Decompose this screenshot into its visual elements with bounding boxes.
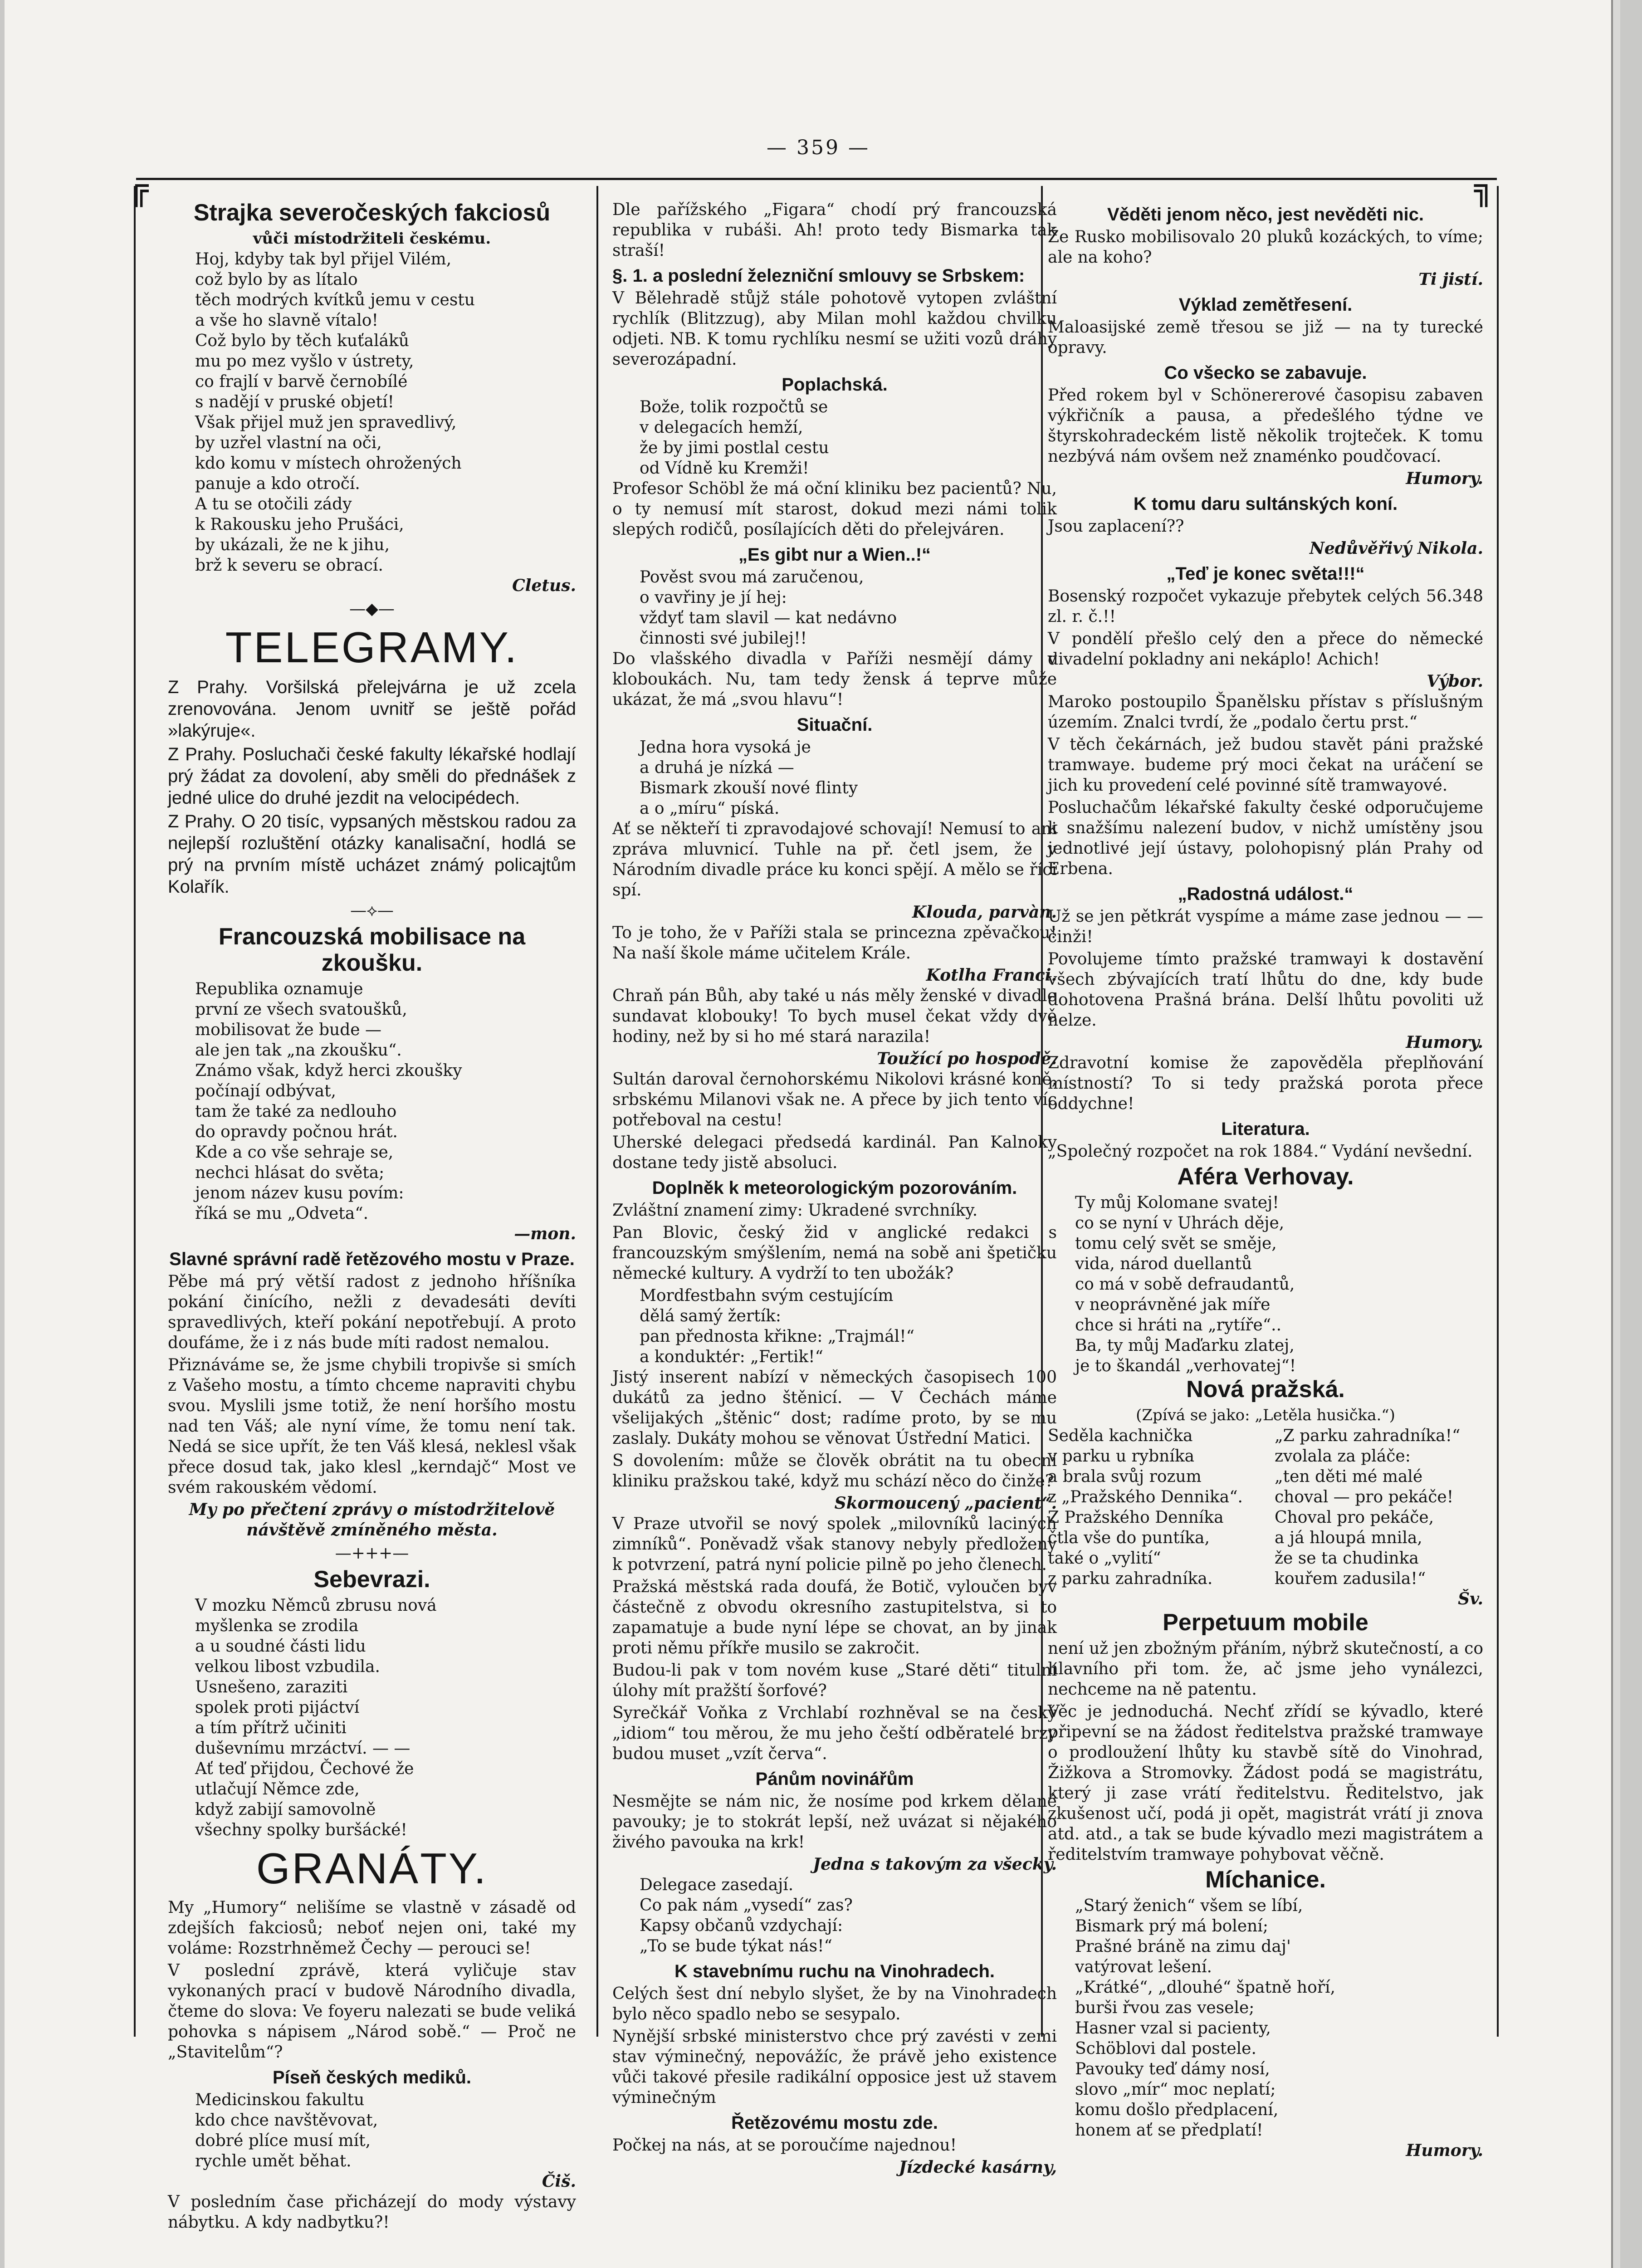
paragraph: V Bělehradě stůjž stále pohotově vytopen zvláštní rychlík (Blitzzug), aby Milan mohl každou chvilku odjeti. NB. K tomu rychlíku nesmí se užiti vozů dráhy severozápadní. bbox=[612, 289, 1057, 369]
signature: Kotlha Franci. bbox=[926, 966, 1057, 985]
verse-line: v parku u rybníka bbox=[1048, 1447, 1195, 1466]
paragraph: S dovolením: může se člověk obrátit na tu obecní kliniku pražskou také, když mu schází něco do činže? bbox=[612, 1452, 1057, 1491]
poem bbox=[640, 737, 1057, 819]
verse-line: mu po mez vyšlo v ústrety, bbox=[195, 352, 414, 371]
poem bbox=[195, 2090, 576, 2171]
verse-line: Známo však, když herci zkoušky bbox=[195, 1061, 462, 1080]
poem bbox=[640, 1875, 1057, 1956]
verse-line: Kde a co vše sehraje se, bbox=[195, 1143, 394, 1162]
paragraph: Zvláštní znamení zimy: Ukradené svrchníky. bbox=[612, 1201, 978, 1220]
paragraph: Ať se někteří ti zpravodajové schovají! Nemusí to ani zpráva mluvnicí. Tuhle na př. četl jsem, že v Národním divadle práce ku konci spějí. A mělo se říci spí. bbox=[612, 820, 1057, 899]
signature: —mon. bbox=[514, 1224, 576, 1243]
verse-line: panuje a kdo otročí. bbox=[195, 474, 360, 493]
paragraph: Pěbe má prý větší radost z jednoho hříšníka pokání činícího, nežli z devadesáti devíti spravedlivých, kteří pokání nepotřebují. A proto doufáme, že i z nás bude míti radost nemalou. bbox=[168, 1272, 576, 1352]
article-title: Poplachská. bbox=[782, 375, 888, 395]
scan-edge bbox=[1611, 0, 1620, 2268]
signature: Humory. bbox=[1406, 469, 1483, 488]
telegram-list bbox=[168, 676, 576, 898]
signature: Humory. bbox=[1406, 1033, 1483, 1052]
column-2 bbox=[612, 200, 1057, 2178]
verse-line: Ať teď přijdou, Čechové že bbox=[195, 1760, 414, 1778]
verse-line: mobilisovat že bude — bbox=[195, 1021, 381, 1039]
article-title: Sebevrazi. bbox=[313, 1566, 430, 1593]
verse-line: v neoprávněné jak míře bbox=[1075, 1295, 1271, 1314]
verse-line: a u soudné části lidu bbox=[195, 1637, 366, 1656]
verse-line: a brala svůj rozum bbox=[1048, 1467, 1202, 1486]
signature: Toužící po hospodě. bbox=[876, 1049, 1057, 1068]
article-title: Doplněk k meteorologickým pozorováním. bbox=[652, 1178, 1017, 1198]
paragraph: To je toho, že v Paříži stala se princezna zpěvačkou! Na naší škole máme učitelem Krále. bbox=[612, 924, 1057, 963]
article-title: „Teď je konec světa!!!“ bbox=[1166, 564, 1365, 584]
verse-line: duševnímu mrzáctví. — — bbox=[195, 1739, 410, 1758]
paragraph: Pan Blovic, český žid v anglické redakci s francouzským smýšlením, nemá na sobě ani špetičku německé kultury. A vydrží to ten ubožák? bbox=[612, 1223, 1057, 1283]
paragraph: Syrečkář Voňka z Vrchlabí rozhněval se na český „idiom“ tou měrou, že mu jeho čeští odběratelé brzy budou muset „vzít červa“. bbox=[612, 1704, 1057, 1763]
verse-line: Republika oznamuje bbox=[195, 980, 363, 998]
verse-line: slovo „mír“ moc neplatí; bbox=[1075, 2080, 1276, 2099]
article-title: K tomu daru sultánských koní. bbox=[1133, 494, 1398, 514]
column-rule bbox=[596, 186, 598, 2037]
verse-line: Mordfestbahn svým cestujícím bbox=[640, 1286, 894, 1305]
signature: Ti jistí. bbox=[1418, 270, 1483, 289]
verse-line: dělá samý žertík: bbox=[640, 1307, 782, 1325]
verse-line: Ty můj Kolomane svatej! bbox=[1075, 1193, 1279, 1212]
article-title: Perpetuum mobile bbox=[1163, 1609, 1368, 1636]
verse-line: Kapsy občanů vzdychají: bbox=[640, 1916, 843, 1935]
verse-line: což bylo by as lítalo bbox=[195, 270, 358, 289]
verse-line: z parku zahradníka. bbox=[1048, 1569, 1213, 1588]
verse-line: Co pak nám „vysedí“ zas? bbox=[640, 1896, 853, 1915]
article-subtitle: (Zpívá se jako: „Letěla husička.“) bbox=[1136, 1406, 1395, 1424]
verse-line: vida, národ duellantů bbox=[1075, 1255, 1252, 1273]
article-title: Nová pražská. bbox=[1186, 1376, 1345, 1403]
paragraph: Přiznáváme se, že jsme chybili tropivše si smích z Vašeho mostu, a tímto chceme napraviti chybu svou. Myslili jsme totiž, že není horšího mostu nad ten Váš; ale nyní víme, že tomu není tak. Nedá se sice upřít, že ten Váš klesá, neklesl však přece dosud tak, jako klesl „kerndajč“ Most ve svém rakouském vědomí. bbox=[168, 1356, 576, 1497]
paragraph: Maloasijské země třesou se již — na ty turecké opravy. bbox=[1048, 318, 1483, 357]
verse-line: Usnešeno, zaraziti bbox=[195, 1678, 348, 1696]
verse-line: říká se mu „Odveta“. bbox=[195, 1204, 369, 1223]
article-title: Co všecko se zabavuje. bbox=[1164, 363, 1367, 383]
signature: Skormoucený „pacient“. bbox=[834, 1494, 1057, 1513]
verse-line: Medicinskou fakultu bbox=[195, 2091, 365, 2109]
column-rule bbox=[1497, 186, 1499, 2037]
verse-line: tomu celý svět se směje, bbox=[1075, 1234, 1277, 1253]
verse-line: a konduktér: „Fertik!“ bbox=[640, 1348, 824, 1366]
verse-line: a druhá je nízká — bbox=[640, 758, 794, 777]
telegram-item: Z Prahy. Posluchači české fakulty lékařské hodlají prý žádat za dovolení, aby směli do přednášek z jedné ulice do druhé jezdit na velocipédech. bbox=[168, 744, 576, 808]
section-heading: GRANÁTY. bbox=[256, 1844, 488, 1893]
article-title: Situační. bbox=[797, 715, 873, 735]
article-title: Míchanice. bbox=[1205, 1867, 1326, 1893]
verse-line: brž k severu se obrací. bbox=[195, 556, 383, 575]
verse-line: „Starý ženich“ všem se líbí, bbox=[1075, 1897, 1303, 1915]
paragraph: Nynější srbské ministerstvo chce prý zavésti v zemi stav výminečný, nepovážíc, že právě jeho existence vůči takové přesile radikální opposice jest už stavem výminečným bbox=[612, 2027, 1057, 2107]
signature: Humory. bbox=[1406, 2141, 1483, 2160]
verse-line: jenom název kusu povím: bbox=[195, 1184, 404, 1202]
paragraph: V těch čekárnách, jež budou stavět páni pražské tramwaye. budeme prý moci čekat na uráčení se jich ku provedení celé povinné sítě tramwayové. bbox=[1048, 735, 1483, 795]
signature: Nedůvěřivý Nikola. bbox=[1309, 539, 1483, 558]
verse-line: o vavřiny je jí hej: bbox=[640, 588, 787, 607]
paragraph: Povolujeme tímto pražské tramwayi k dostavění všech zbývajících tratí lhůtu do dne, kdy bude dohotovena Prašná brána. Delší lhůtu povoliti už nelze. bbox=[1048, 950, 1483, 1030]
verse-line: Prašné bráně na zimu daj' bbox=[1075, 1937, 1291, 1956]
article-subtitle: vůči místodržiteli českému. bbox=[253, 230, 491, 248]
poem bbox=[195, 249, 576, 576]
verse-line: „Z parku zahradníka!“ bbox=[1275, 1427, 1461, 1445]
column-1 bbox=[168, 200, 576, 2234]
verse-line: a o „míru“ píská. bbox=[640, 799, 780, 818]
verse-line: také o „vylití“ bbox=[1048, 1549, 1161, 1568]
verse-line: první ze všech svatoušků, bbox=[195, 1000, 407, 1019]
poem bbox=[640, 397, 1057, 479]
verse-line: Což bylo by těch kuťaláků bbox=[195, 332, 409, 350]
paragraph: Bosenský rozpočet vykazuje přebytek celých 56.348 zl. r. č.!! bbox=[1048, 587, 1483, 626]
page-number: — 359 — bbox=[767, 136, 870, 159]
column-rule bbox=[134, 186, 136, 2037]
verse-line: Jedna hora vysoká je bbox=[640, 738, 811, 757]
verse-line: Bismark prý má bolení; bbox=[1075, 1917, 1268, 1936]
paragraph: Před rokem byl v Schönererové časopisu zabaven výkřičník a pausa, a předešlého týdne ve štyrskohradeckém listě několik trojteček. K tomu nezbývá nám ovšem než znaménko poudčovací. bbox=[1048, 386, 1483, 466]
article-title: Píseň českých mediků. bbox=[272, 2068, 471, 2087]
verse-line: choval — pro pekáče! bbox=[1275, 1488, 1454, 1506]
corner-ornament-left: ╔ bbox=[129, 170, 149, 207]
paragraph: Budou-li pak v tom novém kuse „Staré děti“ titulní úlohy mít pražští šorfové? bbox=[612, 1661, 1057, 1700]
article-title: Aféra Verhovay. bbox=[1177, 1163, 1354, 1190]
poem bbox=[1075, 1896, 1483, 2141]
paragraph: V pondělí přešlo celý den a přece do německé divadelní pokladny ani nekáplo! Achich! bbox=[1048, 630, 1483, 669]
verse-line: „ten děti mé malé bbox=[1275, 1467, 1423, 1486]
verse-line: Pověst svou má zaručenou, bbox=[640, 568, 864, 587]
poem-right bbox=[1275, 1426, 1483, 1589]
ornament-divider: —◆— bbox=[349, 600, 395, 618]
frame-top-rule bbox=[136, 178, 1497, 180]
signature: Šv. bbox=[1458, 1589, 1483, 1608]
verse-line: čtla vše do puntíka, bbox=[1048, 1529, 1210, 1547]
article-title: Řetězovému mostu zde. bbox=[731, 2113, 938, 2133]
verse-line: z „Pražského Dennika“. bbox=[1048, 1488, 1243, 1506]
verse-line: Hasner vzal si pacienty, bbox=[1075, 2019, 1271, 2038]
verse-line: Schöblovi dal postele. bbox=[1075, 2039, 1256, 2058]
article-title: „Radostná událost.“ bbox=[1178, 884, 1354, 904]
verse-line: a já hloupá mnila, bbox=[1275, 1529, 1422, 1547]
verse-line: kdo chce navštěvovat, bbox=[195, 2111, 378, 2130]
verse-line: co frajlí v barvě černobílé bbox=[195, 372, 408, 391]
verse-line: nechci hlásat do světa; bbox=[195, 1163, 385, 1182]
verse-line: Ba, ty můj Maďarku zlatej, bbox=[1075, 1336, 1295, 1355]
verse-line: a vše ho slavně vítalo! bbox=[195, 311, 378, 330]
verse-line: od Vídně ku Kremži! bbox=[640, 459, 809, 478]
article-title: Věděti jenom něco, jest nevěděti nic. bbox=[1107, 205, 1424, 225]
poem bbox=[1075, 1193, 1483, 1376]
corner-ornament-right: ╗ bbox=[1474, 170, 1494, 207]
signature: Klouda, parvàn. bbox=[912, 903, 1057, 922]
paragraph: Jistý inserent nabízí v německých časopisech 100 dukátů za jedno štěnicí. — V Čechách máme všelijakých „štěnic“ dost; radíme proto, by se mu zaslaly. Dukáty mohou se věnovat Ústřední Matici. bbox=[612, 1368, 1057, 1448]
verse-line: Delegace zasedají. bbox=[640, 1876, 794, 1894]
signature: My po přečtení zprávy o místodržitelově návštěvě zmíněného města. bbox=[189, 1500, 555, 1540]
ornament-divider: —⟡— bbox=[350, 901, 394, 920]
verse-line: rychle umět běhat. bbox=[195, 2152, 352, 2170]
article-title: Výklad zemětřesení. bbox=[1178, 295, 1353, 315]
signature: Jedna s takovým za všecky. bbox=[813, 1855, 1057, 1874]
verse-line: co se nyní v Uhrách děje, bbox=[1075, 1214, 1285, 1232]
verse-line: Choval pro pekáče, bbox=[1275, 1508, 1434, 1527]
article-title: Slavné správní radě řetězového mostu v Praze. bbox=[169, 1249, 575, 1269]
paragraph: Posluchačům lékařské fakulty české odporučujeme k snažšímu nalezení budov, v nichž umístěny jsou jednotlivé její ústavy, polohopisný plán Prahy od Erbena. bbox=[1048, 798, 1483, 878]
verse-line: chce si hráti na „rytíře“.. bbox=[1075, 1316, 1282, 1334]
article-title: Strajka severočeských fakciosů bbox=[193, 200, 551, 226]
verse-line: Bože, tolik rozpočtů se bbox=[640, 398, 828, 416]
poem bbox=[195, 979, 576, 1224]
verse-line: vatýrovat lešení. bbox=[1075, 1958, 1212, 1976]
verse-line: činnosti své jubilej!! bbox=[640, 629, 807, 648]
verse-line: co má v sobě defraudantů, bbox=[1075, 1275, 1295, 1294]
paragraph: V poslední zprávě, která vyličuje stav vykonaných prací v budově Národního divadla, čteme do slova: Ve foyeru nalezati se bude veliká pohovka s nápisem „Národ sobě.“ — Proč ne „Stavitelům“? bbox=[168, 1961, 576, 2062]
verse-line: spolek proti pijáctví bbox=[195, 1698, 360, 1717]
verse-line: když zabijí samovolně bbox=[195, 1800, 376, 1819]
verse-line: Bismark zkouší nové flinty bbox=[640, 779, 858, 797]
paragraph: Že Rusko mobilisovalo 20 pluků kozáckých, to víme; ale na koho? bbox=[1048, 228, 1483, 267]
verse-line: s nadějí v pruské objetí! bbox=[195, 393, 394, 411]
verse-line: Z Pražského Denníka bbox=[1048, 1508, 1224, 1527]
paragraph: Sultán daroval černohorskému Nikolovi krásné koně, srbskému Milanovi však ne. A přece by jich tento víc potřeboval na cestu! bbox=[612, 1070, 1057, 1129]
article-title: Literatura. bbox=[1221, 1119, 1310, 1139]
verse-line: kouřem zadusila!“ bbox=[1275, 1569, 1426, 1588]
verse-line: je to škandál „verhovatej“! bbox=[1075, 1357, 1296, 1375]
poem-left bbox=[1048, 1426, 1256, 1589]
verse-line: burši řvou zas vesele; bbox=[1075, 1999, 1255, 2017]
paragraph: Profesor Schöbl že má oční kliniku bez pacientů? Nu, o ty nemusí mít starost, dokud mezi námi tolik slepých rodičů, posílajících děti do přelejváren. bbox=[612, 479, 1057, 539]
paragraph: Věc je jednoduchá. Nechť zřídí se kývadlo, které připevní se na žádost ředitelstva pražské tramwaye o prodloužení lhůty ku stavbě sítě do Vinohrad, Žižkova a Stromovky. Žádost podá se magistrátu, který ji zase vrátí ředitelstvu. Ředitelstvo, jak zkušenost učí, podá ji opět, magistrát vrátí ji znova atd. atd., a tak se bude kývadlo mezi magistrátem a ředitelstvím tramwaye pohybovat věčně. bbox=[1048, 1702, 1483, 1864]
verse-line: Seděla kachnička bbox=[1048, 1427, 1193, 1445]
signature: Výbor. bbox=[1427, 672, 1483, 691]
paragraph: Dle pařížského „Figara“ chodí prý francouzská republika v rubáši. Ah! proto tedy Bismarka tak straší! bbox=[612, 200, 1057, 260]
paragraph: Zdravotní komise že zapovědělа přeplňování místností? To si tedy pražská porota přece oddychne! bbox=[1048, 1054, 1483, 1113]
ornament-divider: —+++— bbox=[335, 1544, 409, 1563]
paragraph: Do vlašského divadla v Paříži nesmějí dámy v kloboukách. Nu, tam tedy žensk á teprve může ukázat, že má „svou hlavu“! bbox=[612, 650, 1057, 709]
verse-line: „Krátké“, „dlouhé“ špatně hoří, bbox=[1075, 1978, 1335, 1997]
verse-line: a tím přítrž učiniti bbox=[195, 1719, 347, 1737]
verse-line: všechny spolky buršácké! bbox=[195, 1821, 407, 1839]
verse-line: Však přijel muž jen spravedlivý, bbox=[195, 413, 457, 432]
paragraph: Chraň pán Bůh, aby také u nás měly ženské v divadle sundavat klobouky! To bych musel čekat vždy dvě hodiny, než by si ho mé stará narazila! bbox=[612, 987, 1057, 1046]
verse-line: že by jimi postlal cestu bbox=[640, 439, 829, 457]
verse-line: dobré plíce musí mít, bbox=[195, 2131, 371, 2150]
verse-line: velkou libost vzbudila. bbox=[195, 1657, 380, 1676]
verse-line: že se ta chudinka bbox=[1275, 1549, 1419, 1568]
verse-line: Pavouky teď dámy nosí, bbox=[1075, 2060, 1270, 2078]
two-column-poem bbox=[1048, 1426, 1483, 1589]
paragraph: „Společný rozpočet na rok 1884.“ Vydání nevšední. bbox=[1048, 1142, 1473, 1161]
verse-line: utlačují Němce zde, bbox=[195, 1780, 360, 1799]
article-title: Francouzská mobilisace na zkoušku. bbox=[218, 924, 526, 976]
verse-line: těch modrých kvítků jemu v cestu bbox=[195, 291, 475, 309]
signature: Jízdecké kasárny, bbox=[899, 2158, 1057, 2177]
verse-line: k Rakousku jeho Prušáci, bbox=[195, 515, 404, 534]
section-heading: TELEGRAMY. bbox=[225, 623, 519, 672]
verse-line: ale jen tak „na zkoušku“. bbox=[195, 1041, 402, 1060]
paragraph: V Praze utvořil se nový spolek „milovníků laciných zimníků“. Poněvadž však stanovy nebyly předloženy k potvrzení, patrá nyní policie pilně po jeho členech. bbox=[612, 1515, 1057, 1574]
verse-line: tam že také za nedlouho bbox=[195, 1102, 397, 1121]
verse-line: kdo komu v místech ohrožených bbox=[195, 454, 462, 473]
verse-line: honem ať se předplatí! bbox=[1075, 2121, 1263, 2140]
paragraph: Uherské delegaci předsedá kardinál. Pan Kalnoky dostane tedy jistě absoluci. bbox=[612, 1133, 1057, 1172]
verse-line: zvolala za pláče: bbox=[1275, 1447, 1411, 1466]
verse-line: „To se bude týkat nás!“ bbox=[640, 1937, 832, 1955]
verse-line: vždyť tam slavil — kat nedávno bbox=[640, 609, 897, 627]
verse-line: by uzřel vlastní na oči, bbox=[195, 434, 382, 452]
verse-line: by ukázali, že ne k jihu, bbox=[195, 536, 390, 554]
verse-line: počínají odbývat, bbox=[195, 1082, 336, 1100]
poem bbox=[640, 1286, 1057, 1367]
article-title: §. 1. a poslední železniční smlouvy se Srbskem: bbox=[612, 266, 1025, 286]
telegram-item: Z Prahy. O 20 tisíc, vypsaných městskou radou za nejlepší rozluštění otázky kanalisační, hodlá se prý na prvním místě ucházet známý policajtům Kolařík. bbox=[168, 811, 576, 897]
paragraph: My „Humory“ nelišíme se vlastně v zásadě od zdejších fakciosů; neboť nejen oni, také my voláme: Rozstrhněmež Čechy — perouci se! bbox=[168, 1898, 576, 1958]
paragraph: Už se jen pětkrát vyspíme a máme zase jednou — — činži! bbox=[1048, 907, 1483, 946]
telegram-item: Z Prahy. Voršilská přelejvárna je už zcela zrenovována. Jenom uvnitř se ještě pořád »lakýruje«. bbox=[168, 677, 576, 741]
poem bbox=[195, 1595, 576, 1840]
verse-line: A tu se otočili zády bbox=[195, 495, 352, 513]
verse-line: pan přednosta křikne: „Trajmál!“ bbox=[640, 1327, 915, 1346]
signature: Čiš. bbox=[542, 2172, 576, 2191]
paragraph: Jsou zaplacení?? bbox=[1048, 517, 1184, 536]
paragraph: Počkej na nás, at se poroučíme najednou! bbox=[612, 2136, 957, 2155]
article-title: K stavebnímu ruchu na Vinohradech. bbox=[674, 1961, 995, 1981]
paragraph: Maroko postoupilo Španělsku přístav s příslušným územím. Znalci tvrdí, že „podalo čertu prst.“ bbox=[1048, 693, 1483, 732]
signature: Cletus. bbox=[512, 576, 576, 595]
paragraph: Nesmějte se nám nic, že nosíme pod krkem dělané pavouky; je to stokrát lepší, než uvázat si nějakého živého pavouka na krk! bbox=[612, 1792, 1057, 1852]
column-3 bbox=[1048, 200, 1483, 2161]
article-title: Pánům novinářům bbox=[755, 1769, 914, 1789]
verse-line: V mozku Němců zbrusu nová bbox=[195, 1596, 437, 1615]
paragraph: Celých šest dní nebylo slyšet, že by na Vinohradech bylo něco spadlo nebo se sesypalo. bbox=[612, 1984, 1057, 2024]
verse-line: do opravdy počnou hrát. bbox=[195, 1123, 398, 1141]
verse-line: myšlenka se zrodila bbox=[195, 1617, 359, 1635]
verse-line: komu došlo předplacení, bbox=[1075, 2101, 1279, 2119]
paragraph: V posledním čase přicházejí do mody výstavy nábytku. A kdy nadbytku?! bbox=[168, 2193, 576, 2232]
article-title: „Es gibt nur a Wien..!“ bbox=[738, 545, 931, 565]
verse-line: v delegacích hemží, bbox=[640, 418, 803, 437]
poem bbox=[640, 567, 1057, 649]
paragraph: není už jen zbožným přáním, nýbrž skutečností, a co hlavního při tom. že, ač jsme jeho vynálezci, nechceme na ně patentu. bbox=[1048, 1639, 1483, 1699]
verse-line: Hoj, kdyby tak byl přijel Vilém, bbox=[195, 250, 452, 269]
paragraph: Pražská městská rada doufá, že Botič, vyloučen byv částečně z obvodu okresního zastupitelstva, si to zapamatuje a bude nyní lépe se chovat, an by jinak proti němu příkře musilo se zakročit. bbox=[612, 1578, 1057, 1657]
